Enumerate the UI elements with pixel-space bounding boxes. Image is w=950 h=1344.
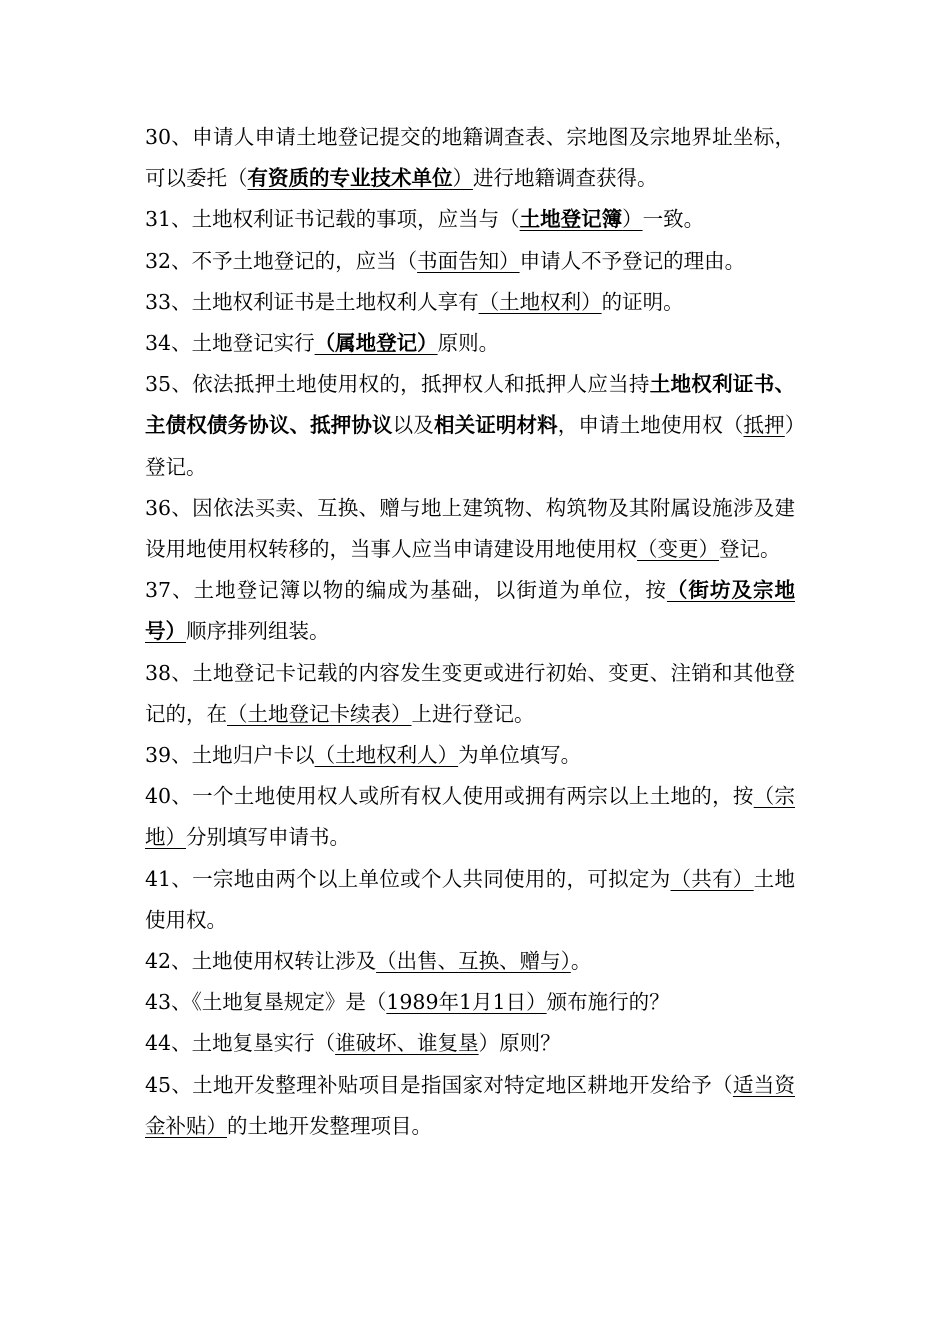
question-38-answer: （土地登记卡续表） xyxy=(227,701,412,726)
question-43-part-3: 颁布施行的？ xyxy=(546,990,670,1015)
question-44-part-1: 44、土地复垦实行（ xyxy=(145,1031,336,1056)
question-33-answer: （土地权利） xyxy=(478,289,602,314)
question-38 xyxy=(145,653,795,735)
question-34 xyxy=(145,323,795,364)
question-39-answer: （土地权利人） xyxy=(314,743,459,768)
question-34-answer: （属地登记） xyxy=(314,331,438,356)
question-41-answer: （共有） xyxy=(670,866,754,891)
question-41 xyxy=(145,859,795,941)
question-42 xyxy=(145,941,795,982)
question-39-part-3: 为单位填写。 xyxy=(458,743,582,768)
question-33-part-1: 33、土地权利证书是土地权利人享有 xyxy=(145,289,479,314)
question-35-bold-documents: 土地权利证书、主债权债务协议、抵押协议 xyxy=(145,372,795,438)
question-38-part-1: 38、土地登记卡记载的内容发生变更或进行初始、变更、注销和其他登记的，在 xyxy=(145,660,795,726)
question-41-part-1: 41、一宗地由两个以上单位或个人共同使用的，可拟定为 xyxy=(145,866,671,891)
question-39 xyxy=(145,735,795,776)
question-37-part-3: 顺序排列组装。 xyxy=(186,619,330,644)
question-40 xyxy=(145,776,795,858)
question-40-part-1: 40、一个土地使用权人或所有权人使用或拥有两宗以上土地的，按 xyxy=(145,784,754,809)
question-44 xyxy=(145,1023,795,1064)
question-34-part-3: 原则。 xyxy=(437,331,500,356)
question-35-answer: 抵押 xyxy=(743,413,785,438)
question-45-answer: 适当资金补贴） xyxy=(145,1072,795,1138)
question-30 xyxy=(145,117,795,199)
question-36-part-3: 登记。 xyxy=(719,537,781,562)
question-31-answer: 土地登记簿 xyxy=(519,207,623,232)
question-31-part-1: 31、土地权利证书记载的事项，应当与（ xyxy=(145,207,520,232)
question-33-part-3: 的证明。 xyxy=(601,289,684,314)
question-42-answer: （出售、互换、赠与） xyxy=(376,949,571,974)
question-43-part-1: 43、《土地复垦规定》是（ xyxy=(145,990,387,1015)
question-41-part-3: 土地使用权。 xyxy=(145,866,795,932)
question-31 xyxy=(145,199,795,240)
question-36-answer: （变更） xyxy=(637,537,719,562)
question-44-part-3: ）原则？ xyxy=(478,1031,561,1056)
question-35-part-1: 35、依法抵押土地使用权的，抵押权人和抵押人应当持 xyxy=(145,372,650,397)
question-35-part-5: ，申请土地使用权（ xyxy=(557,413,744,438)
question-32-part-3: 申请人不予登记的理由。 xyxy=(519,248,746,273)
question-30-part-3: ） xyxy=(452,166,473,191)
question-35-bold-materials: 相关证明材料 xyxy=(433,413,558,438)
question-45 xyxy=(145,1065,795,1147)
question-36 xyxy=(145,488,795,570)
question-31-part-3: ） xyxy=(622,207,643,232)
question-36-part-1: 36、因依法买卖、互换、赠与地上建筑物、构筑物及其附属设施涉及建设用地使用权转移的，当事人应当申请建设用地使用权 xyxy=(145,495,795,562)
question-30-answer: 有资质的专业技术单位 xyxy=(247,166,453,191)
question-34-part-1: 34、土地登记实行 xyxy=(145,331,315,356)
question-42-part-1: 42、土地使用权转让涉及 xyxy=(145,949,377,974)
question-30-part-1: 30、申请人申请土地登记提交的地籍调查表、宗地图及宗地界址坐标，可以委托（ xyxy=(145,125,795,191)
question-40-answer: （宗地） xyxy=(145,784,795,850)
question-33 xyxy=(145,282,795,323)
question-31-part-4: 一致。 xyxy=(642,207,705,232)
question-45-part-1: 45、土地开发整理补贴项目是指国家对特定地区耕地开发给予（ xyxy=(145,1072,733,1097)
question-43 xyxy=(145,982,795,1023)
question-32-part-1: 32、不予土地登记的，应当（ xyxy=(145,248,418,273)
question-45-part-3: 的土地开发整理项目。 xyxy=(227,1113,432,1138)
question-37-answer: （街坊及宗地号） xyxy=(145,578,795,644)
question-32-answer: 书面告知） xyxy=(417,248,520,273)
question-list xyxy=(145,117,795,1147)
question-44-answer: 谁破坏、谁复垦 xyxy=(335,1031,479,1056)
question-42-part-3: 。 xyxy=(570,949,592,974)
question-35 xyxy=(145,364,795,488)
question-43-answer: 1989年1月1日） xyxy=(386,990,547,1015)
question-32 xyxy=(145,241,795,282)
question-37 xyxy=(145,570,795,652)
question-39-part-1: 39、土地归户卡以 xyxy=(145,743,315,768)
question-30-part-4: 进行地籍调查获得。 xyxy=(473,166,658,191)
question-37-part-1: 37、土地登记簿以物的编成为基础，以街道为单位，按 xyxy=(145,578,667,603)
question-38-part-3: 上进行登记。 xyxy=(411,701,535,726)
question-35-part-7: ）登记。 xyxy=(145,413,796,479)
question-40-part-3: 分别填写申请书。 xyxy=(186,825,350,850)
question-35-part-3: 以及 xyxy=(392,413,434,438)
